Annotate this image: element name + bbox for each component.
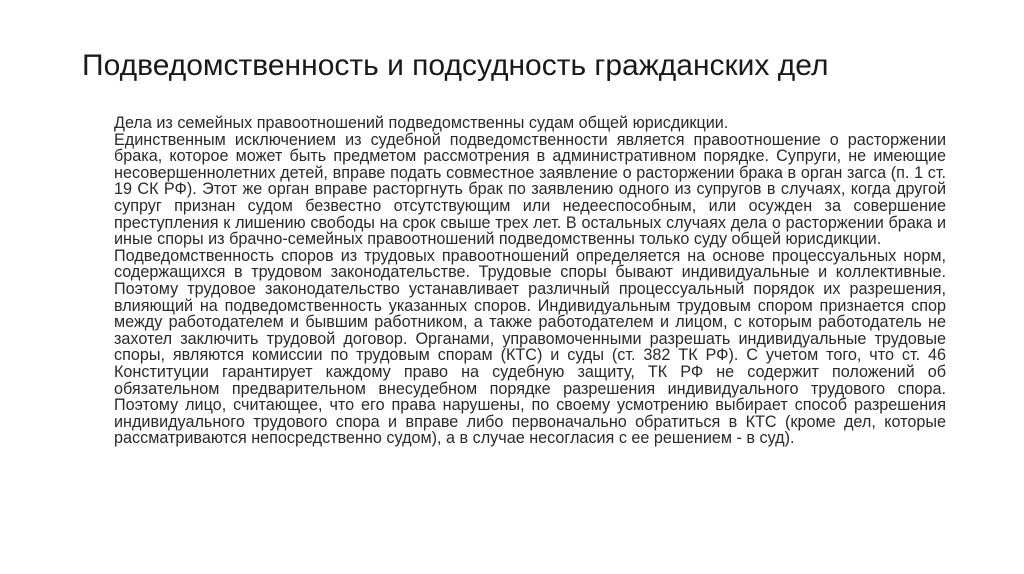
- slide-body: [114, 115, 946, 447]
- slide-title: Подведомственность и подсудность гражданских дел: [82, 49, 829, 82]
- paragraph-labor-disputes: Подведомственность споров из трудовых правоотношений определяется на основе процессуальных норм, содержащихся в трудовом законодательстве. Трудовые споры бывают индивидуальные и коллективные. Поэтому трудовое законодательство устанавливает различный процессуальный порядок их разрешения, влияющий на подведомственность указанных споров. Индивидуальным трудовым спором признается спор между работодателем и бывшим работником, а также работодателем и лицом, с которым работодатель не захотел заключить трудовой договор. Органами, управомоченными разрешать индивидуальные трудовые споры, являются комиссии по трудовым спорам (КТС) и суды (ст. 382 ТК РФ). С учетом того, что ст. 46 Конституции гарантирует каждому право на судебную защиту, ТК РФ не содержит положений об обязательном предварительном внесудебном порядке разрешения индивидуального трудового спора. Поэтому лицо, считающее, что его права нарушены, по своему усмотрению выбирает способ разрешения индивидуального трудового спора и вправе либо первоначально обратиться в КТС (кроме дел, которые рассматриваются непосредственно судом), а в случае несогласия с ее решением - в суд).: [114, 246, 946, 448]
- paragraph-divorce-exception: Единственным исключением из судебной подведомственности является правоотношение о расторжении брака, которое может быть предметом рассмотрения в административном порядке. Супруги, не имеющие несовершеннолетних детей, вправе подать совместное заявление о расторжении брака в орган загса (п. 1 ст. 19 СК РФ). Этот же орган вправе расторгнуть брак по заявлению одного из супругов в случаях, когда другой супруг признан судом безвестно отсутствующим или недееспособным, или осужден за совершение преступления к лишению свободы на срок свыше трех лет. В остальных случаях дела о расторжении брака и иные споры из брачно-семейных правоотношений подведомственны только суду общей юрисдикции.: [114, 130, 946, 249]
- paragraph-family-cases: Дела из семейных правоотношений подведомственны судам общей юрисдикции.: [114, 114, 729, 132]
